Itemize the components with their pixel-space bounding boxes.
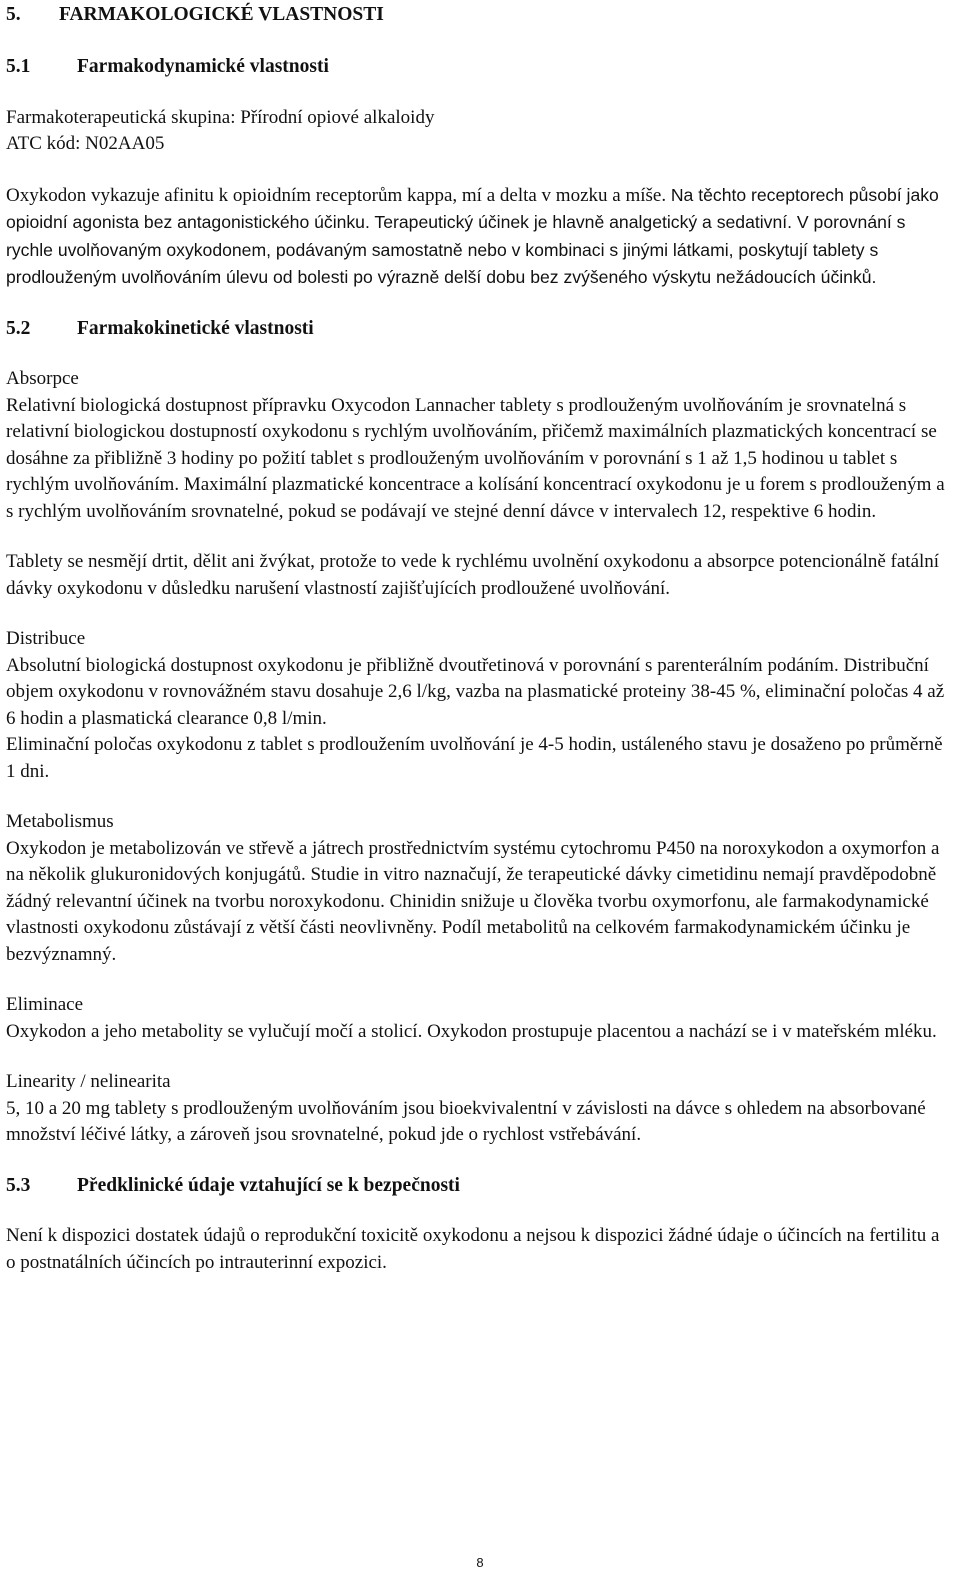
- document-page: [6, 2, 950, 1276]
- section-5-1-heading: [6, 54, 950, 81]
- pharmacodynamics-text-serif: Oxykodon vykazuje afinitu k opioidním receptorům kappa, mí a delta v mozku a míše.: [6, 184, 667, 206]
- section-5-number: 5.: [6, 4, 21, 25]
- elimination-text: Oxykodon a jeho metabolity se vylučují močí a stolicí. Oxykodon prostupuje placentou a nachází se i v mateřském mléku.: [6, 1020, 937, 1042]
- elimination-half-life-text: Eliminační poločas oxykodonu z tablet s prodloužením uvolňování je 4-5 hodin, ustáleného stavu je dosaženo po průměrně 1 dni.: [6, 734, 943, 782]
- section-5-heading: [6, 2, 950, 30]
- section-5-2-heading: [6, 316, 950, 343]
- pharmacodynamics-paragraph: [6, 182, 950, 292]
- section-5-3-number: 5.3: [6, 1174, 31, 1196]
- section-5-1-title: Farmakodynamické vlastnosti: [77, 56, 329, 77]
- atc-code: ATC kód: N02AA05: [6, 133, 165, 154]
- distribution-text: Absolutní biologická dostupnost oxykodonu je přibližně dvoutřetinová v porovnání s parenterálním podáním. Distribuční objem oxykodonu v rovnovážném stavu dosahuje 2,6 l/kg, vazba na plasmatické proteiny 38-45 %, eliminační poločas 4 až 6 hodin a plasmatická clearance 0,8 l/min.: [6, 654, 945, 729]
- section-5-1-number: 5.1: [6, 56, 31, 77]
- linearity-text: 5, 10 a 20 mg tablety s prodlouženým uvolňováním jsou bioekvivalentní v závislosti na dávce s ohledem na absorbované množství léčivé látky, a zároveň jsou srovnatelné, pokud jde o rychlost vstřebávání.: [6, 1097, 926, 1145]
- tablets-warning-text: Tablety se nesmějí drtit, dělit ani žvýkat, protože to vede k rychlému uvolnění oxykodonu a absorpce potencionálně fatální dávky oxykodonu v důsledku narušení vlastností zajišťujících prodloužené uvolňování.: [6, 551, 940, 599]
- pharmacodynamics-text-sans: Na těchto receptorech působí jako opioidní agonista bez antagonistického účinku. Terapeutický účinek je hlavně analgetický a sedativní. V porovnání s rychle uvolňovaným oxykodonem, podávaným samostatně nebo v kombinaci s jinými látkami, poskytují tablety s prodlouženým uvolňováním úlevu od bolesti po výrazně delší dobu bez zvýšeného výskytu nežádoucích účinků.: [6, 184, 939, 287]
- pharmacotherapeutic-group: Farmakoterapeutická skupina: Přírodní opiové alkaloidy: [6, 106, 435, 128]
- page-number: 8: [476, 1555, 484, 1570]
- absorption-heading: Absorpce: [6, 368, 79, 389]
- metabolism-heading: Metabolismus: [6, 811, 114, 832]
- section-5-2-title: Farmakokinetické vlastnosti: [77, 317, 314, 339]
- preclinical-text: Není k dispozici dostatek údajů o reprodukční toxicitě oxykodonu a nejsou k dispozici žádné údaje o účincích na fertilitu a o postnatálních účincích po intrauterinní expozici.: [6, 1225, 940, 1273]
- section-5-title: FARMAKOLOGICKÉ VLASTNOSTI: [59, 4, 384, 25]
- absorption-text: Relativní biologická dostupnost přípravku Oxycodon Lannacher tablety s prodlouženým uvolňováním je srovnatelná s relativní biologickou dostupností oxykodonu s rychlým uvolňováním, přičemž maximálních plazmatických koncentrací se dosáhne za přibližně 3 hodiny po požití tablet s prodlouženým uvolňováním v porovnání s 1 až 1,5 hodinou u tablet s rychlým uvolňováním. Maximální plazmatické koncentrace a kolísání koncentrací oxykodonu je u forem s prodlouženým a s rychlým uvolňováním srovnatelné, pokud se podávají ve stejné denní dávce v intervalech 12, respektive 6 hodin.: [6, 394, 945, 522]
- metabolism-text: Oxykodon je metabolizován ve střevě a játrech prostřednictvím systému cytochromu P450 na noroxykodon a oxymorfon a na několik glukuronidových konjugátů. Studie in vitro naznačují, že terapeutické dávky cimetidinu nemají pravděpodobně žádný relevantní účinek na tvorbu noroxykodonu. Chinidin snižuje u člověka tvorbu oxymorfonu, ale farmakodynamické vlastnosti oxykodonu zůstávají z větší části neovlivněny. Podíl metabolitů na celkovém farmakodynamickém účinku je bezvýznamný.: [6, 837, 940, 965]
- section-5-3-heading: [6, 1173, 950, 1200]
- elimination-heading: Eliminace: [6, 994, 84, 1015]
- linearity-heading: Linearity / nelinearita: [6, 1071, 171, 1092]
- section-5-3-title: Předklinické údaje vztahující se k bezpečnosti: [77, 1174, 460, 1196]
- section-5-2-number: 5.2: [6, 317, 31, 339]
- distribution-heading: Distribuce: [6, 628, 86, 649]
